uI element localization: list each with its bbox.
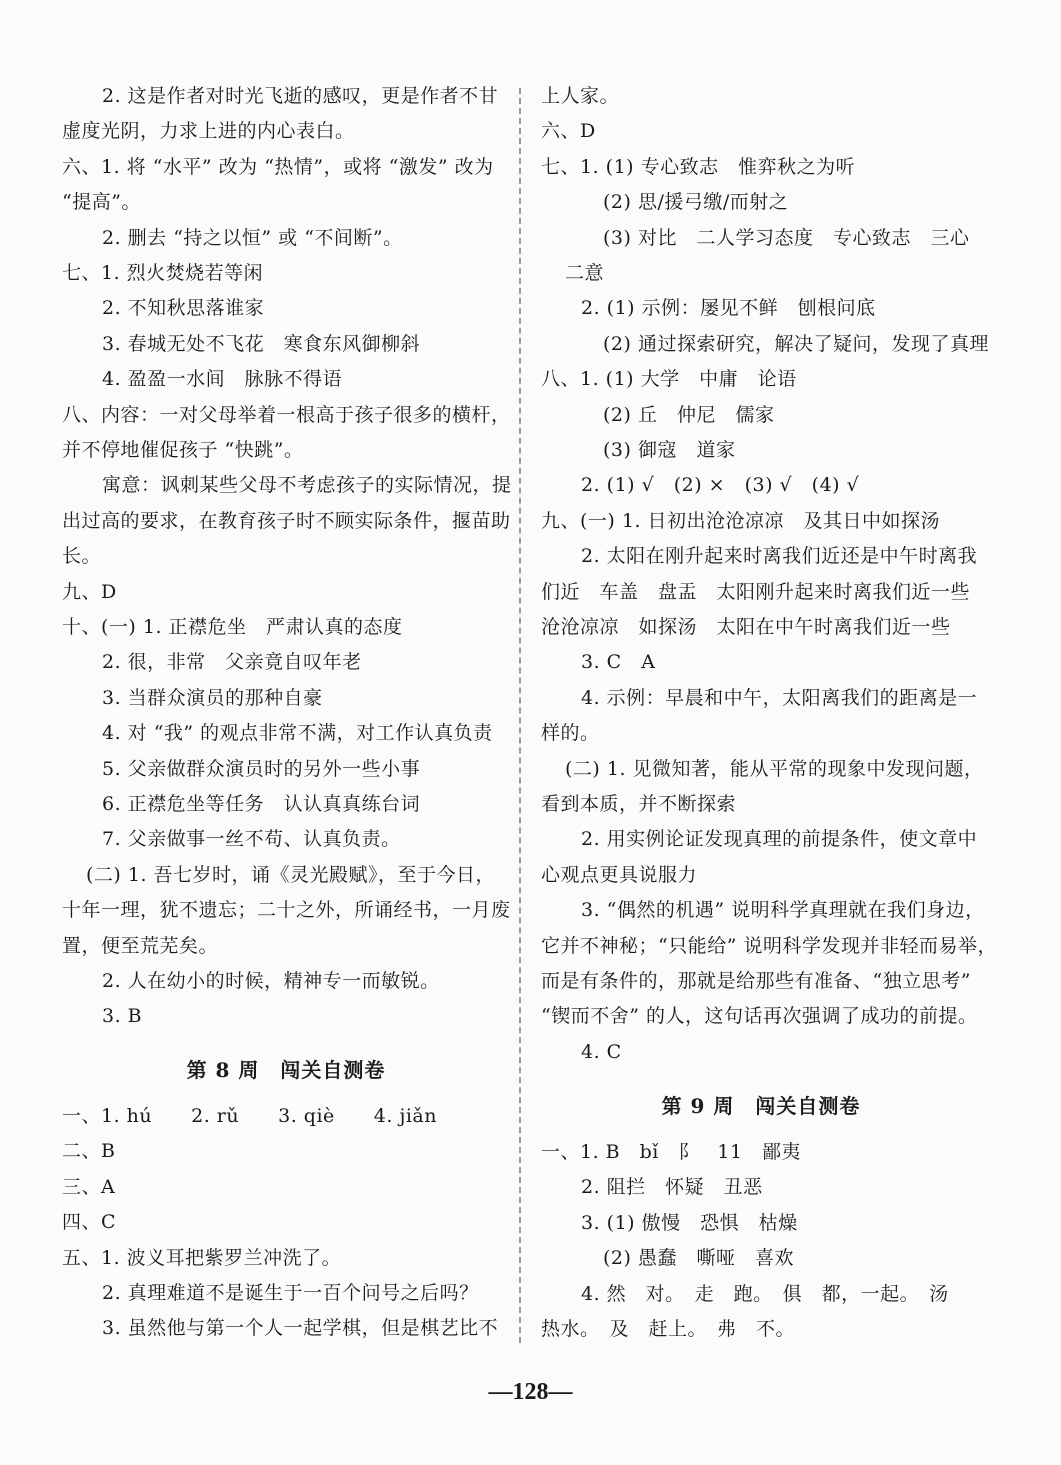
text-line: 出过高的要求，在教育孩子时不顾实际条件，揠苗助 — [62, 509, 511, 532]
text-line: 六、D — [541, 120, 596, 143]
text-line: 3. B — [102, 1005, 143, 1028]
text-line: 五、1. 波义耳把紫罗兰冲洗了。 — [62, 1246, 342, 1269]
text-line: 它并不神秘；“只能给” 说明科学发现并非轻而易举， — [541, 934, 997, 957]
text-line: 4. 示例：早晨和中午，太阳离我们的距离是一 — [581, 686, 978, 709]
text-line: 2. 这是作者对时光飞逝的感叹，更是作者不甘 — [102, 85, 499, 107]
text-line: 2. (1) √ (2) × (3) √ (4) √ — [581, 474, 860, 497]
text-line: 7. 父亲做事一丝不苟、认真负责。 — [102, 828, 401, 851]
text-line: 2. 用实例论证发现真理的前提条件，使文章中 — [581, 828, 978, 851]
text-line: 5. 父亲做群众演员时的另外一些小事 — [102, 757, 421, 780]
text-line: 2. (1) 示例：屡见不鲜 刨根问底 — [581, 297, 876, 320]
text-line: 3. “偶然的机遇” 说明科学真理就在我们身边， — [581, 899, 985, 922]
text-line: “锲而不舍” 的人，这句话再次强调了成功的前提。 — [541, 1005, 978, 1028]
text-line: 虚度光阴，力求上进的内心表白。 — [62, 120, 355, 143]
text-line: 2. 阻拦 怀疑 丑恶 — [581, 1176, 763, 1199]
text-line: 2. 很，非常 父亲竟自叹年老 — [102, 651, 362, 674]
text-line: 2. 删去 “持之以恒” 或 “不间断”。 — [102, 226, 403, 249]
text-line: 二意 — [565, 262, 605, 284]
text-line: 置，便至荒芜矣。 — [62, 934, 219, 957]
text-line: 而是有条件的，那就是给那些有准备、“独立思考” — [541, 970, 971, 992]
text-line: 沧沧凉凉 如探汤 太阳在中午时离我们近一些 — [541, 616, 951, 638]
text-line: 4. C — [581, 1040, 622, 1063]
text-line: 热水。 及 赶上。 弗 不。 — [541, 1318, 796, 1340]
column-divider — [519, 88, 521, 1343]
text-line: 3. C A — [581, 651, 656, 674]
text-line: 2. 人在幼小的时候，精神专一而敏锐。 — [102, 970, 440, 992]
text-line: 长。 — [62, 545, 102, 568]
text-line: (2) 丘 仲尼 儒家 — [603, 403, 775, 426]
text-line: 一、1. hú 2. rǔ 3. qiè 4. jiǎn — [62, 1105, 437, 1127]
text-line: 十、(一) 1. 正襟危坐 严肃认真的态度 — [62, 616, 403, 638]
text-line: 上人家。 — [541, 85, 620, 107]
text-line: 九、D — [62, 580, 117, 603]
text-line: (2) 思/援弓缴/而射之 — [603, 191, 789, 214]
text-line: 2. 太阳在刚升起来时离我们近还是中午时离我 — [581, 545, 978, 568]
text-line: (二) 1. 见微知著，能从平常的现象中发现问题， — [565, 757, 984, 780]
text-line: 并不停地催促孩子 “快跳”。 — [62, 439, 304, 461]
text-line: 六、1. 将 “水平” 改为 “热情”，或将 “激发” 改为 — [62, 155, 494, 178]
text-line: 七、1. (1) 专心致志 惟弈秋之为听 — [541, 155, 856, 178]
text-line: 四、C — [62, 1211, 117, 1234]
section-heading: 第 9 周 闯关自测卷 — [661, 1094, 861, 1118]
text-line: 七、1. 烈火焚烧若等闲 — [62, 262, 264, 284]
text-line: 十年一理，犹不遗忘；二十之外，所诵经书，一月废 — [62, 899, 511, 922]
text-line: 2. 不知秋思落谁家 — [102, 297, 265, 320]
page-number: —128— — [488, 1379, 573, 1405]
text-line: (3) 对比 二人学习态度 专心致志 三心 — [603, 226, 970, 249]
text-line: 一、1. B bǐ 阝 11 鄙夷 — [541, 1141, 802, 1163]
text-line: 九、(一) 1. 日初出沧沧凉凉 及其日中如探汤 — [541, 509, 941, 532]
text-line: 3. (1) 傲慢 恐惧 枯燥 — [581, 1211, 798, 1234]
text-line: 看到本质，并不断探索 — [541, 793, 737, 815]
text-line: 们近 车盖 盘盂 太阳刚升起来时离我们近一些 — [541, 580, 971, 603]
text-line: 3. 春城无处不飞花 寒食东风御柳斜 — [102, 332, 421, 355]
section-heading: 第 8 周 闯关自测卷 — [186, 1058, 386, 1082]
text-line: 心观点更具说服力 — [541, 863, 698, 886]
text-line: 4. 盈盈一水间 脉脉不得语 — [102, 368, 343, 391]
text-line: “提高”。 — [62, 191, 141, 214]
text-line: 二、B — [62, 1140, 116, 1163]
text-line: (2) 愚蠢 嘶哑 喜欢 — [603, 1247, 794, 1270]
text-line: 2. 真理难道不是诞生于一百个问号之后吗？ — [102, 1282, 479, 1304]
text-line: 八、内容：一对父母举着一根高于孩子很多的横杆， — [62, 403, 511, 426]
text-line: 3. 当群众演员的那种自豪 — [102, 686, 323, 709]
text-line: 4. 然 对。 走 跑。 俱 都，一起。 汤 — [581, 1282, 949, 1305]
text-line: 6. 正襟危坐等任务 认认真真练台词 — [102, 793, 421, 815]
text-line: 4. 对 “我” 的观点非常不满，对工作认真负责 — [102, 722, 493, 745]
text-line: (二) 1. 吾七岁时，诵《灵光殿赋》，至于今日， — [86, 863, 496, 886]
text-line: 寓意：讽刺某些父母不考虑孩子的实际情况，提 — [102, 474, 512, 497]
text-line: 样的。 — [541, 722, 600, 745]
text-line: (2) 通过探索研究，解决了疑问，发现了真理 — [603, 332, 989, 355]
text-line: 八、1. (1) 大学 中庸 论语 — [541, 368, 797, 391]
text-line: (3) 御寇 道家 — [603, 439, 736, 461]
text-line: 3. 虽然他与第一个人一起学棋，但是棋艺比不 — [102, 1317, 499, 1340]
text-line: 三、A — [62, 1175, 116, 1198]
